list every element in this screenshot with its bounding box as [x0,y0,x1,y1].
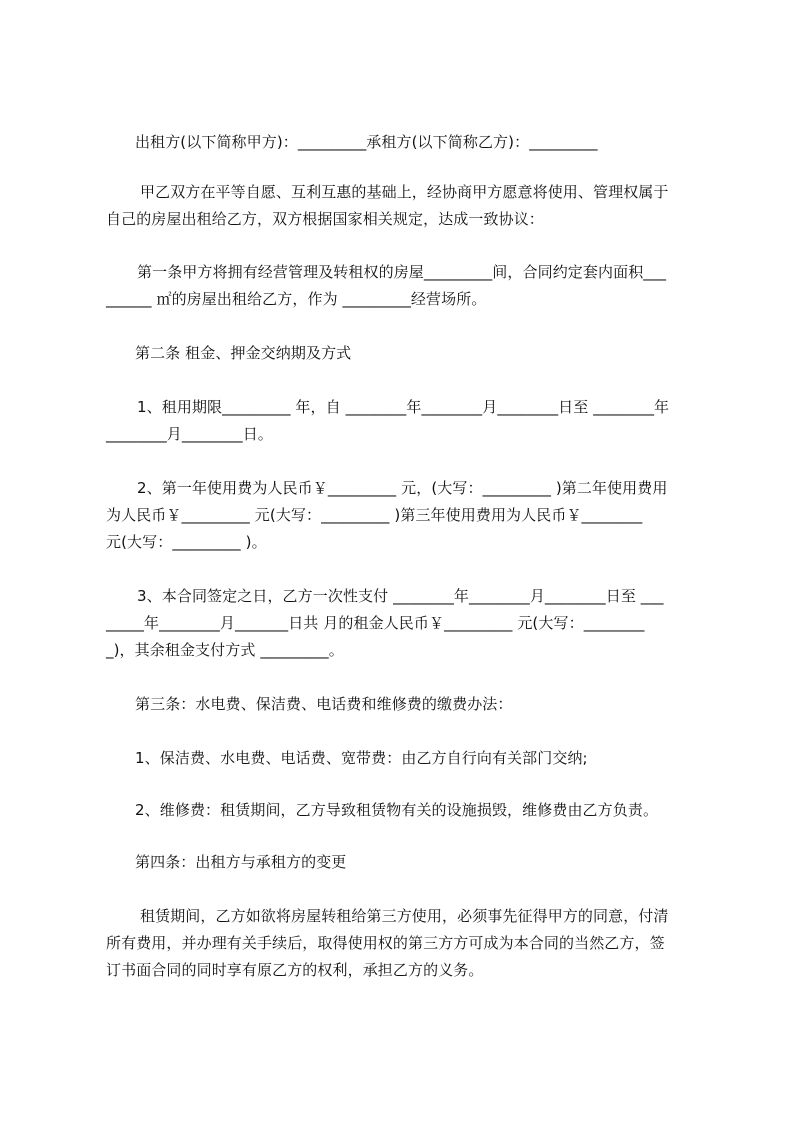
article2-item3-line-3: _)，其余租金支付方式 _________。 [106,641,344,659]
article4-body-line-2: 所有费用，并办理有关手续后，取得使用权的第三方方可成为本合同的当然乙方，签 [106,934,665,952]
article2-item1-line-2: ________月________日。 [106,425,273,443]
article2-item3-line-1: 3、本合同签定之日，乙方一次性支付 ________年________月________日至 ___ [137,587,664,605]
intro-line-2: 自己的房屋出租给乙方，双方根据国家相关规定，达成一致协议： [106,210,544,228]
article3-title: 第三条：水电费、保洁费、电话费和维修费的缴费办法： [135,695,513,713]
article4-body-line-1: 租赁期间，乙方如欲将房屋转租给第三方使用，必须事先征得甲方的同意，付清 [140,907,669,925]
article4-title: 第四条：出租方与承租方的变更 [135,853,347,871]
article2-item2-line-2: 为人民币￥_________ 元(大写：_________ )第三年使用费用为人民币￥________ [106,506,643,524]
parties-line: 出租方(以下简称甲方)：_________承租方(以下简称乙方)：_________ [135,133,598,151]
article4-body-line-3: 订书面合同的同时享有原乙方的权利，承担乙方的义务。 [106,961,484,979]
article2-item2-line-1: 2、第一年使用费为人民币￥_________ 元，(大写：_________ )第二年使用费用 [137,479,668,497]
article3-item1: 1、保洁费、水电费、电话费、宽带费：由乙方自行向有关部门交纳; [135,749,588,767]
article2-item2-line-3: 元(大写：_________ )。 [106,533,267,551]
article2-item1-line-1: 1、租用期限_________ 年，自 ________年________月________日至 ________年 [137,398,670,416]
article1-line-2: ______ ㎡的房屋出租给乙方，作为 _________经营场所。 [106,290,487,308]
article3-item2: 2、维修费：租赁期间，乙方导致租赁物有关的设施损毁，维修费由乙方负责。 [135,801,659,819]
article2-item3-line-2: _____年________月_______日共 月的租金人民币￥_________ 元(大写：________ [106,614,645,632]
article2-title: 第二条 租金、押金交纳期及方式 [135,344,352,362]
intro-line-1: 甲乙双方在平等自愿、互利互惠的基础上，经协商甲方愿意将使用、管理权属于 [140,183,669,201]
article1-line-1: 第一条甲方将拥有经营管理及转租权的房屋_________间，合同约定套内面积___ [137,263,667,281]
